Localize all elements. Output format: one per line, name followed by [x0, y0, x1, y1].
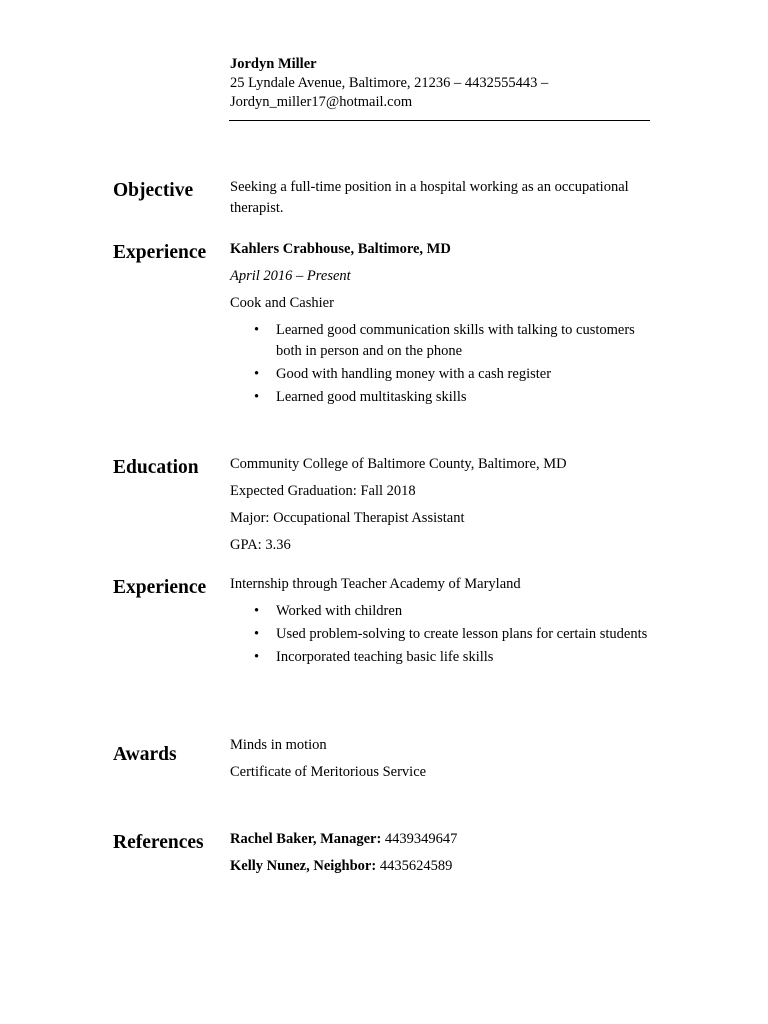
employment-dates: April 2016 – Present [230, 268, 351, 284]
school-name: Community College of Baltimore County, Baltimore, MD [230, 456, 567, 472]
bullet-icon: • [254, 649, 260, 665]
education-body [230, 454, 655, 562]
list-item: • Incorporated teaching basic life skills [230, 647, 655, 668]
header-divider [229, 120, 650, 121]
experience-2-bullet-list [230, 601, 655, 668]
reference-item [230, 856, 655, 877]
job-role: Cook and Cashier [230, 295, 334, 311]
major: Major: Occupational Therapist Assistant [230, 510, 465, 526]
experience-body-1 [230, 239, 655, 410]
objective-text: Seeking a full-time position in a hospital working as an occupational therapist. [230, 179, 629, 216]
bullet-icon: • [254, 603, 260, 619]
bullet-icon: • [254, 626, 260, 642]
objective-heading: Objective [113, 180, 194, 201]
list-item: • Used problem-solving to create lesson plans for certain students [230, 624, 655, 645]
list-item: • Learned good multitasking skills [230, 387, 655, 408]
bullet-icon: • [254, 389, 260, 405]
experience-1-bullet-list [230, 320, 655, 408]
reference-name: Rachel Baker, Manager: [230, 831, 382, 847]
address-phone-line: 25 Lyndale Avenue, Baltimore, 21236 – 4432555443 – [230, 75, 549, 91]
reference-name: Kelly Nunez, Neighbor: [230, 858, 377, 874]
education-heading: Education [113, 457, 199, 478]
bullet-icon: • [254, 366, 260, 382]
list-item: • Good with handling money with a cash register [230, 364, 655, 385]
list-item: • Learned good communication skills with talking to customers both in person and on the phone [254, 322, 635, 359]
gpa: GPA: 3.36 [230, 537, 291, 553]
list-item: • Worked with children [230, 601, 655, 622]
applicant-name: Jordyn Miller [230, 56, 317, 72]
experience-heading-2: Experience [113, 577, 207, 598]
awards-body [230, 735, 655, 789]
awards-heading: Awards [113, 744, 177, 765]
experience-body-2 [230, 574, 655, 670]
graduation-date: Expected Graduation: Fall 2018 [230, 483, 416, 499]
reference-item [230, 829, 655, 850]
bullet-icon: • [254, 322, 260, 338]
experience-heading-1: Experience [113, 242, 207, 263]
references-heading: References [113, 832, 204, 853]
employer-name: Kahlers Crabhouse, Baltimore, MD [230, 241, 451, 257]
award-item: Minds in motion [230, 737, 327, 753]
reference-phone: 4435624589 [379, 858, 453, 874]
email-address: Jordyn_miller17@hotmail.com [230, 94, 413, 110]
references-body [230, 829, 655, 883]
contact-header [230, 55, 650, 112]
reference-phone: 4439349647 [384, 831, 458, 847]
internship-program: Internship through Teacher Academy of Maryland [230, 576, 521, 592]
award-item: Certificate of Meritorious Service [230, 764, 427, 780]
